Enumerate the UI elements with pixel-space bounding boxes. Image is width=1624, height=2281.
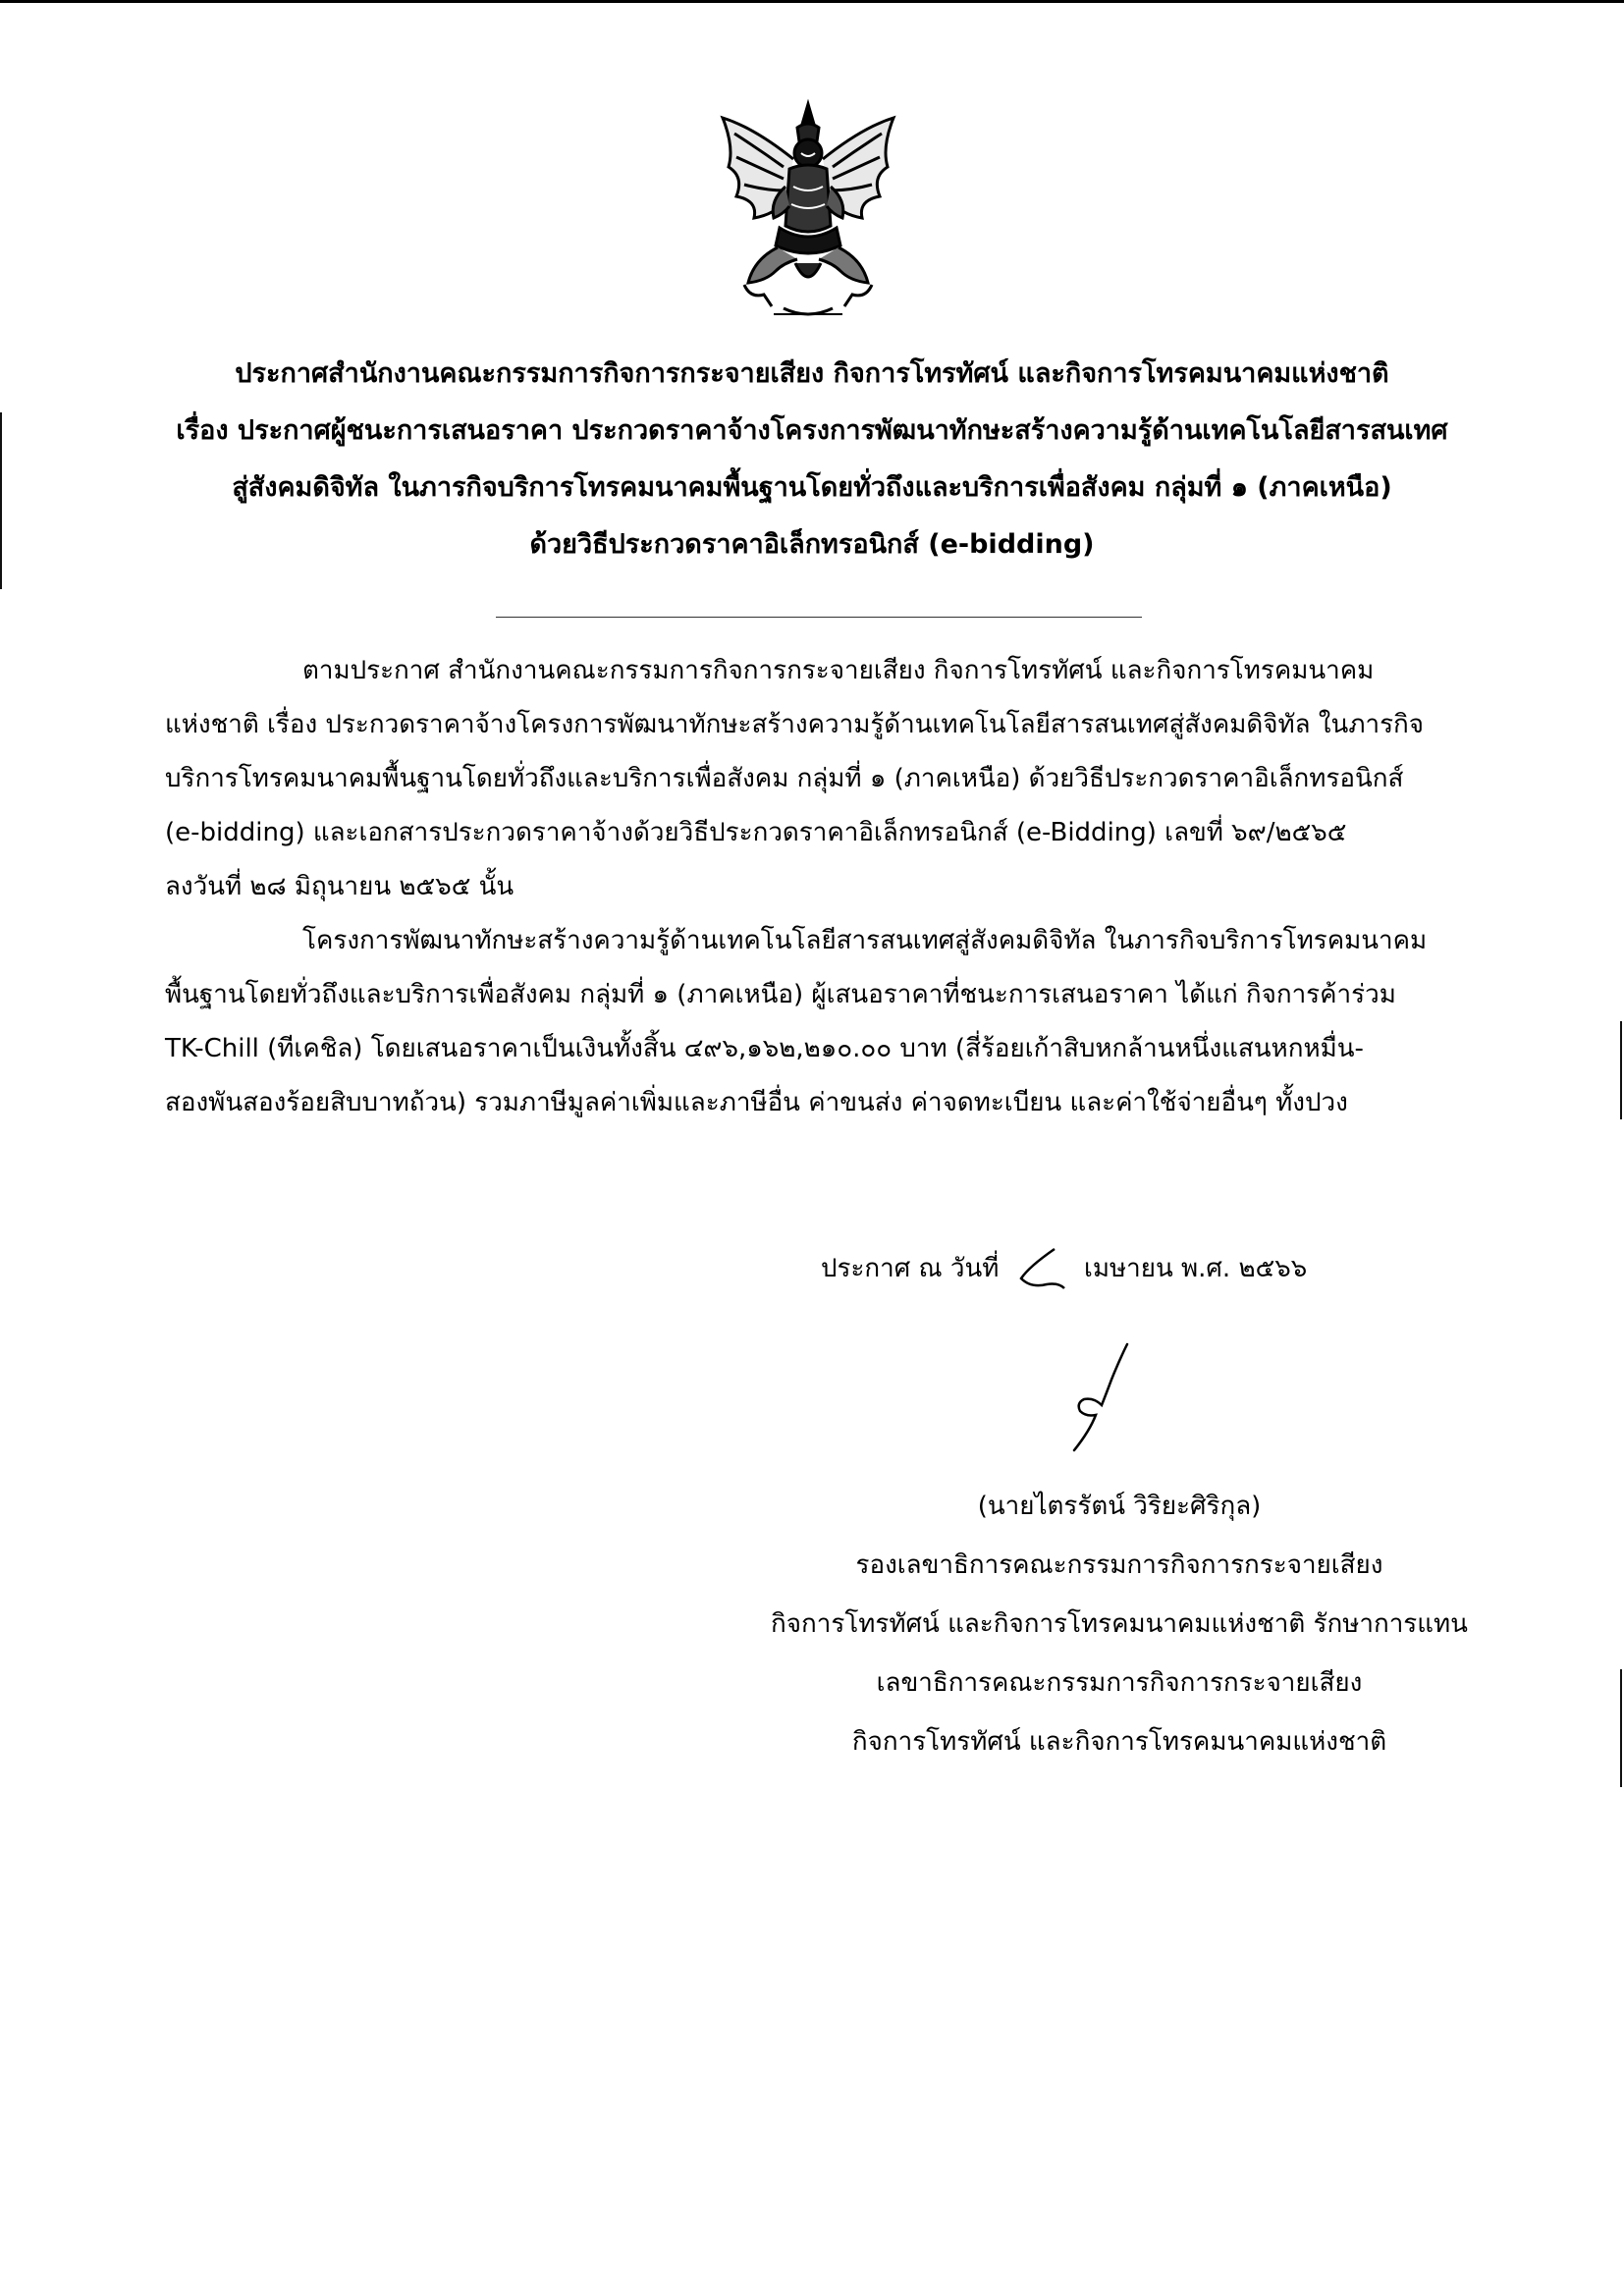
paragraph-line: ตามประกาศ สำนักงานคณะกรรมการกิจการกระจายเสียง กิจการโทรทัศน์ และกิจการโทรคมนาคม bbox=[302, 656, 1375, 685]
paragraph-line: พื้นฐานโดยทั่วถึงและบริการเพื่อสังคม กลุ่มที่ ๑ (ภาคเหนือ) ผู้เสนอราคาที่ชนะการเสนอราคา ได้แก่ กิจการค้าร่วม bbox=[165, 980, 1396, 1009]
title-divider bbox=[496, 617, 1142, 618]
date-suffix: เมษายน พ.ศ. ๒๕๖๖ bbox=[1083, 1254, 1308, 1283]
paragraph-line: (e-bidding) และเอกสารประกวดราคาจ้างด้วยวิธีประกวดราคาอิเล็กทรอนิกส์ (e-Bidding) เลขที่ ๖๙/๒๕๖๕ bbox=[165, 818, 1347, 847]
handwritten-signature-icon bbox=[1051, 1340, 1159, 1458]
signatory-block bbox=[717, 1477, 1522, 1771]
title-line: เรื่อง ประกาศผู้ชนะการเสนอราคา ประกวดราคาจ้างโครงการพัฒนาทักษะสร้างความรู้ด้านเทคโนโลยีสารสนเทศ bbox=[176, 415, 1448, 446]
signatory-position-line: รองเลขาธิการคณะกรรมการกิจการกระจายเสียง bbox=[855, 1550, 1383, 1580]
paragraph-line: บริการโทรคมนาคมพื้นฐานโดยทั่วถึงและบริการเพื่อสังคม กลุ่มที่ ๑ (ภาคเหนือ) ด้วยวิธีประกวดราคาอิเล็กทรอนิกส์ bbox=[165, 764, 1404, 793]
title-line: สู่สังคมดิจิทัล ในภารกิจบริการโทรคมนาคมพื้นฐานโดยทั่วถึงและบริการเพื่อสังคม กลุ่มที่ ๑ (ภาคเหนือ) bbox=[232, 472, 1392, 503]
signatory-position-line: กิจการโทรทัศน์ และกิจการโทรคมนาคมแห่งชาติ รักษาการแทน bbox=[771, 1609, 1468, 1639]
signatory-position-line: กิจการโทรทัศน์ และกิจการโทรคมนาคมแห่งชาติ bbox=[851, 1727, 1387, 1757]
date-day-handwritten bbox=[1007, 1245, 1076, 1294]
scan-top-edge bbox=[0, 0, 1624, 3]
paragraph-line: แห่งชาติ เรื่อง ประกวดราคาจ้างโครงการพัฒนาทักษะสร้างความรู้ด้านเทคโนโลยีสารสนเทศสู่สังคมดิจิทัล ในภารกิจ bbox=[165, 710, 1425, 739]
paragraph-line: ลงวันที่ ๒๘ มิถุนายน ๒๕๖๕ นั้น bbox=[165, 872, 514, 901]
paragraph-winner bbox=[165, 914, 1461, 1130]
scan-right-edge-mark bbox=[1620, 1021, 1622, 1119]
paragraph-line: TK-Chill (ทีเคชิล) โดยเสนอราคาเป็นเงินทั้งสิ้น ๔๙๖,๑๖๒,๒๑๐.๐๐ บาท (สี่ร้อยเก้าสิบหกล้านหนึ่งแสนหกหมื่น- bbox=[165, 1034, 1364, 1063]
date-prefix: ประกาศ ณ วันที่ bbox=[821, 1254, 1000, 1283]
title-line: ด้วยวิธีประกวดราคาอิเล็กทรอนิกส์ (e-bidding) bbox=[529, 529, 1095, 560]
scan-left-edge-mark bbox=[0, 412, 2, 589]
paragraph-line: สองพันสองร้อยสิบบาทถ้วน) รวมภาษีมูลค่าเพิ่มและภาษีอื่น ค่าขนส่ง ค่าจดทะเบียน และค่าใช้จ่ายอื่นๆ ทั้งปวง bbox=[165, 1088, 1348, 1117]
announcement-body bbox=[165, 644, 1461, 1130]
announcement-title bbox=[147, 346, 1477, 573]
paragraph-reference bbox=[165, 644, 1461, 914]
scan-right-edge-mark bbox=[1620, 1669, 1622, 1787]
signatory-name: (นายไตรรัตน์ วิริยะศิริกุล) bbox=[977, 1492, 1262, 1521]
signatory-position-line: เลขาธิการคณะกรรมการกิจการกระจายเสียง bbox=[876, 1668, 1363, 1698]
paragraph-line: โครงการพัฒนาทักษะสร้างความรู้ด้านเทคโนโลยีสารสนเทศสู่สังคมดิจิทัล ในภารกิจบริการโทรคมนาคม bbox=[302, 926, 1428, 955]
handwritten-day-icon bbox=[1007, 1245, 1076, 1294]
garuda-emblem-icon bbox=[715, 98, 901, 324]
announcement-date bbox=[821, 1239, 1307, 1298]
title-line: ประกาศสำนักงานคณะกรรมการกิจการกระจายเสียง กิจการโทรทัศน์ และกิจการโทรคมนาคมแห่งชาติ bbox=[235, 358, 1389, 389]
